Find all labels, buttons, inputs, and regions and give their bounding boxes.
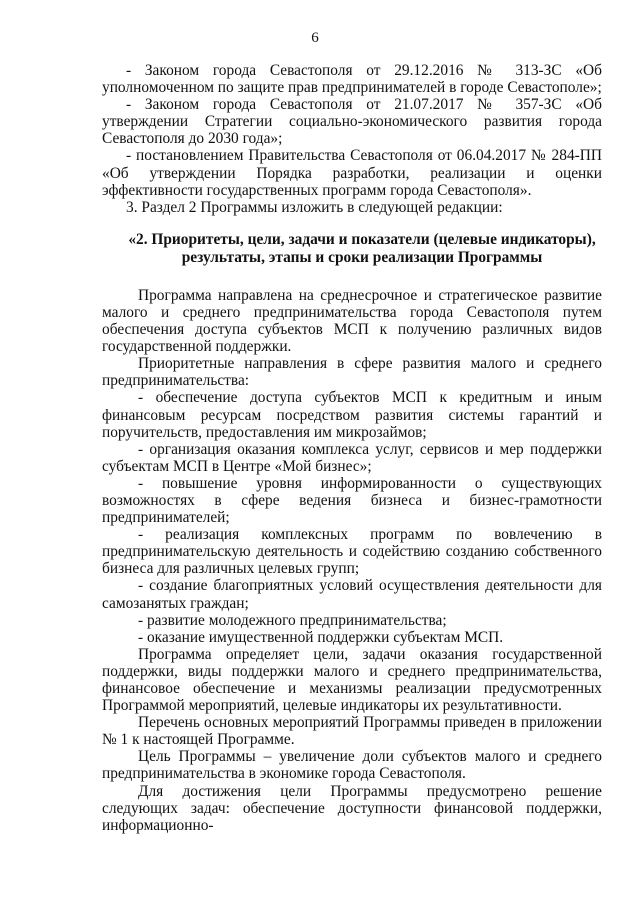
paragraph: Приоритетные направления в сфере развития малого и среднего предпринимательства: — [102, 355, 602, 390]
paragraph: - постановлением Правительства Севастополя от 06.04.2017 № 284-ПП «Об утверждении Порядка разработки, реализации и оценки эффективности государственных программ города Севастополя». — [102, 147, 602, 199]
list-item: - оказание имущественной поддержки субъектам МСП. — [138, 628, 504, 646]
list-item: - создание благоприятных условий осуществления деятельности для самозанятых граждан; — [102, 577, 602, 612]
page-number: 6 — [311, 30, 319, 46]
section-heading: «2. Приоритеты, цели, задачи и показатели (целевые индикаторы), результаты, этапы и сроки реализации Программы — [128, 230, 596, 266]
paragraph: Перечень основных мероприятий Программы приведен в приложении № 1 к настоящей Программе. — [102, 714, 602, 749]
list-item: - развитие молодежного предпринимательства; — [138, 611, 447, 629]
list-item: - организация оказания комплекса услуг, сервисов и мер поддержки субъектам МСП в Центре «Мой бизнес»; — [102, 440, 602, 475]
paragraph: Программа определяет цели, задачи оказания государственной поддержки, виды поддержки малого и среднего предпринимательства, финансовое обеспечение и механизмы реализации предусмотренных Программой мероприятий, целевые индикаторы их результативности. — [102, 645, 602, 715]
paragraph: - Законом города Севастополя от 29.12.2016 № 313-ЗС «Об уполномоченном по защите прав предпринимателей в городе Севастополе»; — [102, 62, 602, 97]
list-item: - обеспечение доступа субъектов МСП к кредитным и иным финансовым ресурсам посредством развития системы гарантий и поручительств, предоставления им микрозаймов; — [102, 389, 602, 441]
document-body — [102, 62, 602, 834]
paragraph: - Законом города Севастополя от 21.07.2017 № 357-ЗС «Об утверждении Стратегии социально-экономического развития города Севастополя до 2030 года»; — [102, 96, 602, 148]
paragraph: 3. Раздел 2 Программы изложить в следующей редакции: — [126, 198, 503, 216]
paragraph: Цель Программы – увеличение доли субъектов малого и среднего предпринимательства в экономике города Севастополя. — [102, 748, 602, 783]
list-item: - повышение уровня информированности о существующих возможностях в сфере ведения бизнеса и бизнес-грамотности предпринимателей; — [102, 474, 602, 527]
paragraph: Программа направлена на среднесрочное и стратегическое развитие малого и среднего предпринимательства города Севастополя путем обеспечения доступа субъектов МСП к получению различных видов государственной поддержки. — [102, 286, 602, 356]
paragraph: Для достижения цели Программы предусмотрено решение следующих задач: обеспечение доступности финансовой поддержки, информационно- — [102, 782, 602, 834]
list-item: - реализация комплексных программ по вовлечению в предпринимательскую деятельность и содействию созданию собственного бизнеса для различных целевых групп; — [102, 526, 602, 578]
